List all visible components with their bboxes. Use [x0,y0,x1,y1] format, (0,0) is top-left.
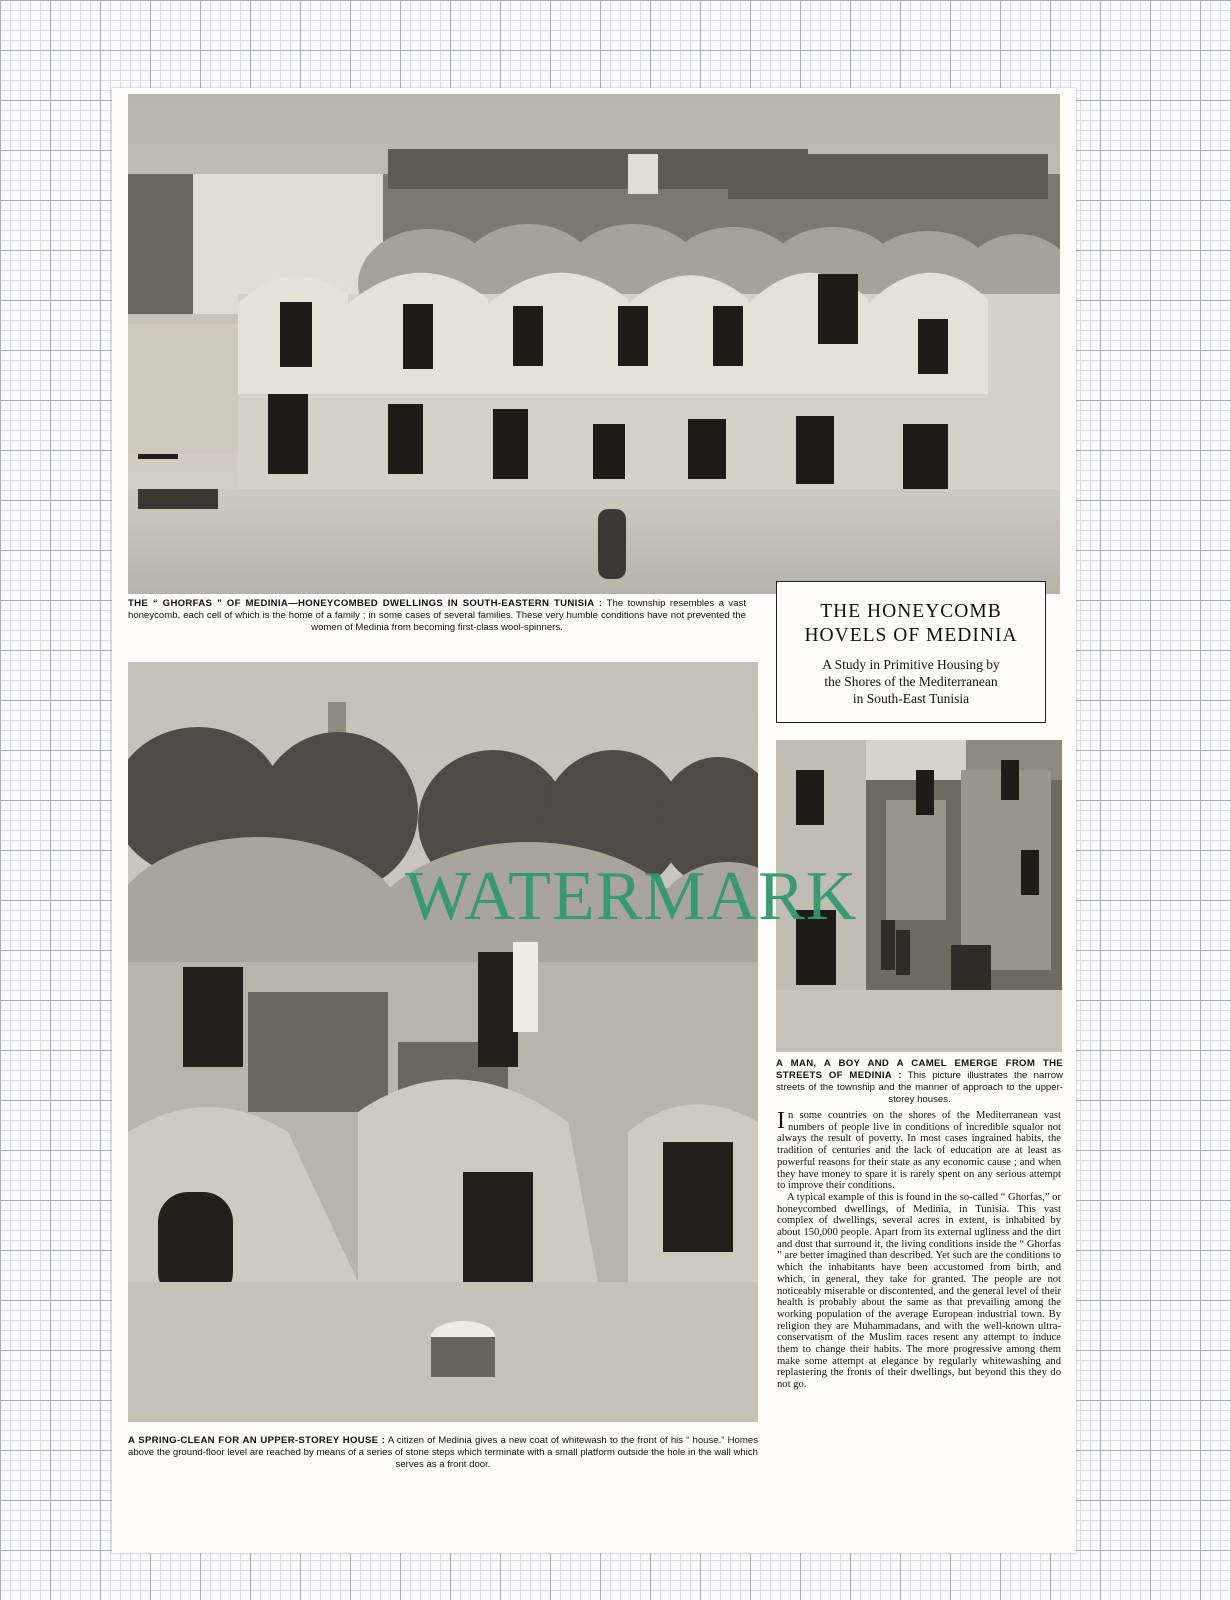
article-subtitle-line-2: the Shores of the Mediterranean [824,674,998,689]
photo-ghorfas-panorama [128,94,1060,594]
caption-whitewash-house [128,1435,758,1471]
watermark-text: WATERMARK [405,858,858,935]
caption-lead: A MAN, A BOY AND A CAMEL EMERGE FROM THE STREETS OF MEDINIA : [776,1058,1063,1081]
article-paragraph-1: In some countries on the shores of the Mediterranean vast numbers of people live in conditions of incredible squalor not always the result of poverty. In most cases ingrained habits, the tradition of centuries and the lack of education are at least as powerful reasons for their state as any economic cause ; and when they have money to spare it is rarely spent on any serious attempt to improve their conditions. [777,1108,1061,1192]
caption-text: The township resembles a vast honeycomb, each cell of which is the home of a family ; in some cases of several families. These very humble conditions have not prevented the women of Medinia from becoming first-class wool-spinners. [128,598,746,633]
caption-ghorfas-panorama [128,598,746,634]
caption-text: A citizen of Medinia gives a new coat of whitewash to the front of his “ house.” Homes above the ground-floor level are reached by means of a series of stone steps which terminate with a small platform outside the hole in the wall which serves as a front door. [128,1435,758,1470]
dropcap: I [777,1108,785,1134]
article-subtitle-line-3: in South-East Tunisia [852,691,970,706]
caption-text: This picture illustrates the narrow streets of the township and the manner of approach to the upper-storey houses. [776,1070,1063,1105]
photo-whitewash-house [128,662,758,1422]
caption-lead: A SPRING-CLEAN FOR AN UPPER-STOREY HOUSE : [128,1435,386,1446]
article-title-line-1: THE HONEYCOMB [820,601,1002,622]
article-title-box [776,581,1046,723]
article-paragraph-2: A typical example of this is found in the so-called “ Ghorfas,” or honeycombed dwellings, of Medinia, in Tunisia. This vast complex of dwellings, several acres in extent, is inhabited by about 150,000 people. Apart from its external ugliness and the dirt and dust that surround it, the living conditions inside the “ Ghorfas ” are better imagined than described. Yet such are the conditions to which the inhabitants have been accustomed from birth, and which, in general, they take for granted. The people are not noticeably miserable or discontented, and the general level of their health is probably about the same as that prevailing among the working population of the average European industrial town. By religion they are Muhammadans, and with the well-known ultra-conservatism of the Muslim races resent any attempt to induce them to change their habits. The more progressive among them make some attempt at elegance by regularly whitewashing and replastering the fronts of their dwellings, but beyond this they do not go. [777,1191,1061,1391]
caption-man-boy-camel [776,1058,1063,1106]
article-body [777,1110,1061,1391]
article-title-line-2: HOVELS OF MEDINIA [804,625,1018,646]
article-subtitle-line-1: A Study in Primitive Housing by [822,657,1000,672]
caption-lead: THE “ GHORFAS ” OF MEDINIA—HONEYCOMBED DWELLINGS IN SOUTH-EASTERN TUNISIA : [128,598,603,609]
